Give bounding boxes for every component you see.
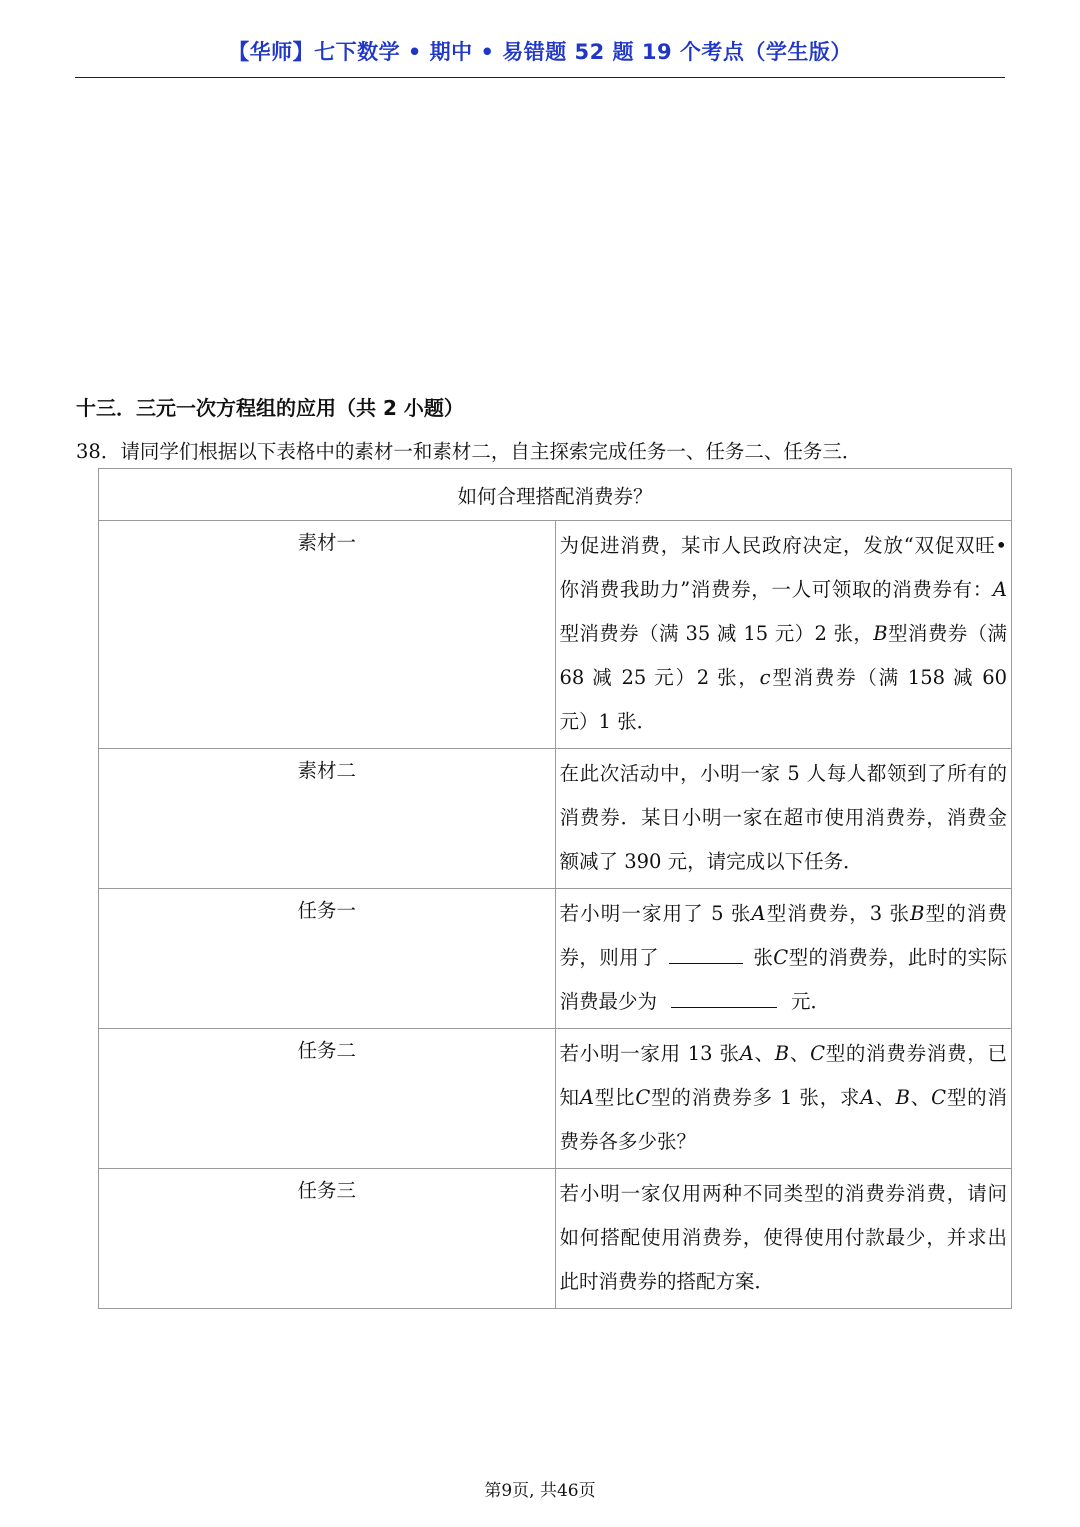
row-content: 在此次活动中，小明一家 5 人每人都领到了所有的消费券．某日小明一家在超市使用消费券，消费金额减了 390 元，请完成以下任务． — [555, 749, 1012, 889]
row-content — [555, 521, 1012, 749]
separator: 、 — [753, 1042, 775, 1065]
text-segment: 若小明一家用 13 张 — [559, 1042, 740, 1065]
variable-a: A — [992, 578, 1007, 601]
variable-c: C — [773, 946, 789, 969]
text-segment: 型比 — [593, 1086, 636, 1109]
variable-b: B — [895, 1086, 910, 1109]
table-row-task-1 — [99, 889, 1012, 1029]
answer-blank-count[interactable] — [669, 943, 743, 964]
variable-c: C — [810, 1042, 825, 1065]
text-segment: 型的消费券，此时的实际消费最少为 — [559, 946, 1007, 1013]
variable-c: C — [635, 1086, 651, 1109]
section-heading: 十三．三元一次方程组的应用（共 2 小题） — [76, 396, 464, 420]
text-segment: 张 — [752, 946, 774, 969]
header-divider — [75, 77, 1005, 78]
row-label: 任务三 — [99, 1169, 556, 1309]
materials-table — [98, 468, 1012, 1309]
answer-blank-amount[interactable] — [671, 987, 777, 1008]
variable-a: A — [579, 1086, 594, 1109]
variable-b: B — [774, 1042, 790, 1065]
text-segment: 型的消费券，则用了 — [559, 902, 1007, 969]
row-content — [555, 889, 1012, 1029]
variable-a: A — [739, 1042, 754, 1065]
question-stem: 38．请同学们根据以下表格中的素材一和素材二，自主探索完成任务一、任务二、任务三． — [76, 440, 862, 463]
text-segment: 型消费券，3 张 — [765, 902, 911, 925]
variable-a: A — [860, 1086, 875, 1109]
page-number: 第9页, 共46页 — [484, 1481, 596, 1501]
variable-c: c — [759, 666, 771, 689]
variable-b: B — [910, 902, 925, 925]
variable-b: B — [873, 622, 888, 645]
text-segment: 型消费券（满 68 减 25 元）2 张， — [559, 622, 1007, 689]
row-label: 素材一 — [99, 521, 556, 749]
separator: 、 — [909, 1086, 932, 1109]
separator: 、 — [789, 1042, 811, 1065]
text-segment: 型的消费券消费，已知 — [559, 1042, 1007, 1109]
row-content: 若小明一家仅用两种不同类型的消费券消费，请问如何搭配使用消费券，使得使用付款最少，并求出此时消费券的搭配方案． — [555, 1169, 1012, 1309]
text-segment: 型消费券（满 35 减 15 元）2 张， — [559, 622, 874, 645]
table-row-task-3 — [99, 1169, 1012, 1309]
row-label: 任务二 — [99, 1029, 556, 1169]
row-content — [555, 1029, 1012, 1169]
text-segment: 型的消费券多 1 张，求 — [650, 1086, 861, 1109]
row-label: 素材二 — [99, 749, 556, 889]
document-header-title: 【华师】七下数学 • 期中 • 易错题 52 题 19 个考点（学生版） — [228, 40, 852, 64]
variable-c: C — [931, 1086, 947, 1109]
table-row-material-2 — [99, 749, 1012, 889]
row-label: 任务一 — [99, 889, 556, 1029]
text-segment: 型的消费券各多少张？ — [559, 1086, 1007, 1153]
table-row-material-1 — [99, 521, 1012, 749]
separator: 、 — [874, 1086, 896, 1109]
text-segment: 元． — [791, 990, 831, 1013]
table-caption-row — [99, 469, 1012, 521]
variable-a: A — [751, 902, 766, 925]
text-segment: 若小明一家用了 5 张 — [559, 902, 752, 925]
text-segment: 为促进消费，某市人民政府决定，发放“双促双旺•你消费我助力”消费券，一人可领取的消费券有： — [559, 534, 1007, 601]
table-caption: 如何合理搭配消费券？ — [99, 469, 1012, 521]
text-segment: 型消费券（满 158 减 60 元）1 张． — [559, 666, 1008, 733]
table-row-task-2 — [99, 1029, 1012, 1169]
